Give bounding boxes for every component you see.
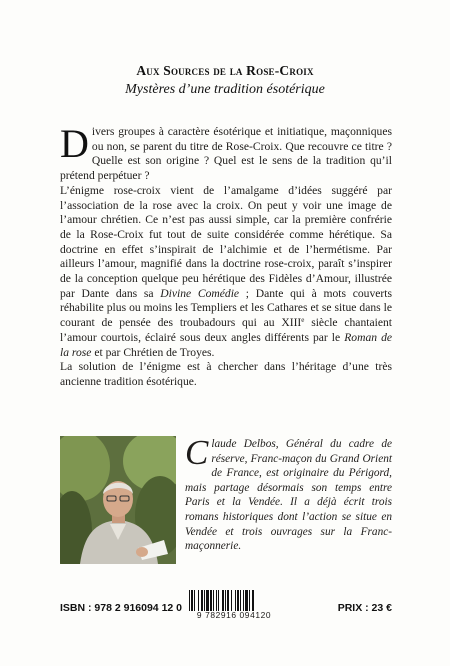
isbn-label: ISBN : 978 2 916094 12 0 — [60, 602, 183, 614]
blurb-paragraph-3: La solution de l’énigme est à chercher dans l’héritage d’une très ancienne tradition ésotérique. — [60, 360, 392, 388]
blurb-dropcap: D — [60, 121, 89, 166]
blurb-p2-sup: e — [301, 316, 305, 325]
blurb-p1-text: ivers groupes à caractère ésotérique et initiatique, maçonniques ou non, se parent du titre de Rose-Croix. Que recouvre ce titre ? Quelle est son origine ? Quel est le sens de la tradition qu’il prétend perpétuer ? — [60, 125, 392, 183]
author-bio — [185, 433, 392, 554]
blurb-paragraph-1 — [60, 121, 392, 184]
bio-dropcap: C — [185, 433, 209, 472]
author-photo — [60, 436, 176, 564]
blurb-p2-italic: Divine Comédie — [160, 286, 240, 300]
back-cover-footer — [60, 590, 392, 620]
blurb-p2-italic-2: Roman de la rose — [60, 330, 393, 359]
price-label: PRIX : 23 € — [337, 602, 392, 614]
blurb-p2-text-c: siècle chantaient l’amour courtois, éclairé sous deux angles différents par le — [60, 316, 393, 344]
barcode-number: 9 782916 094120 — [196, 610, 272, 620]
blurb-p2-text-b: ; Dante qui à mots couverts réhabilite plus ou moins les Templiers et les Cathares et se situe dans le courant de pensée des troubadours qui au XIII — [60, 286, 392, 330]
book-subtitle: Mystères d’une tradition ésotérique — [125, 82, 325, 97]
blurb-p2-text: L’énigme rose-croix vient de l’amalgame d’idées suggéré par l’association de la rose avec la croix. On peut y voir une image de l’amour chrétien. Ce n’est pas aussi simple, car la première confrérie de la Rose-Croix fut tout de suite considérée comme hérétique. Sa doctrine en effet s’inspirait de l’alchimie et de l’hermétisme. Par ailleurs l’amour, magnifié dans la doctrine rose-croix, paraît s’inspirer de la conception quelque peu hérétique des Fidèles d’Amour, illustrée par Dante dans sa — [60, 183, 392, 300]
barcode — [186, 590, 282, 620]
blurb-text — [60, 121, 393, 390]
blurb-p2-text-d: et par Chrétien de Troyes. — [91, 345, 215, 359]
blurb-paragraph-2 — [60, 184, 392, 360]
book-title: Aux Sources de la Rose-Croix — [136, 63, 314, 78]
barcode-icon — [186, 590, 282, 611]
bio-text: laude Delbos, Général du cadre de réserve, Franc-maçon du Grand Orient de France, est originaire du Périgord, mais partage désormais son temps entre Paris et la Vendée. Il a déjà écrit trois romans historiques dont l’action se situe en Vendée et trois ouvrages sur la Franc-maçonnerie. — [185, 438, 392, 553]
